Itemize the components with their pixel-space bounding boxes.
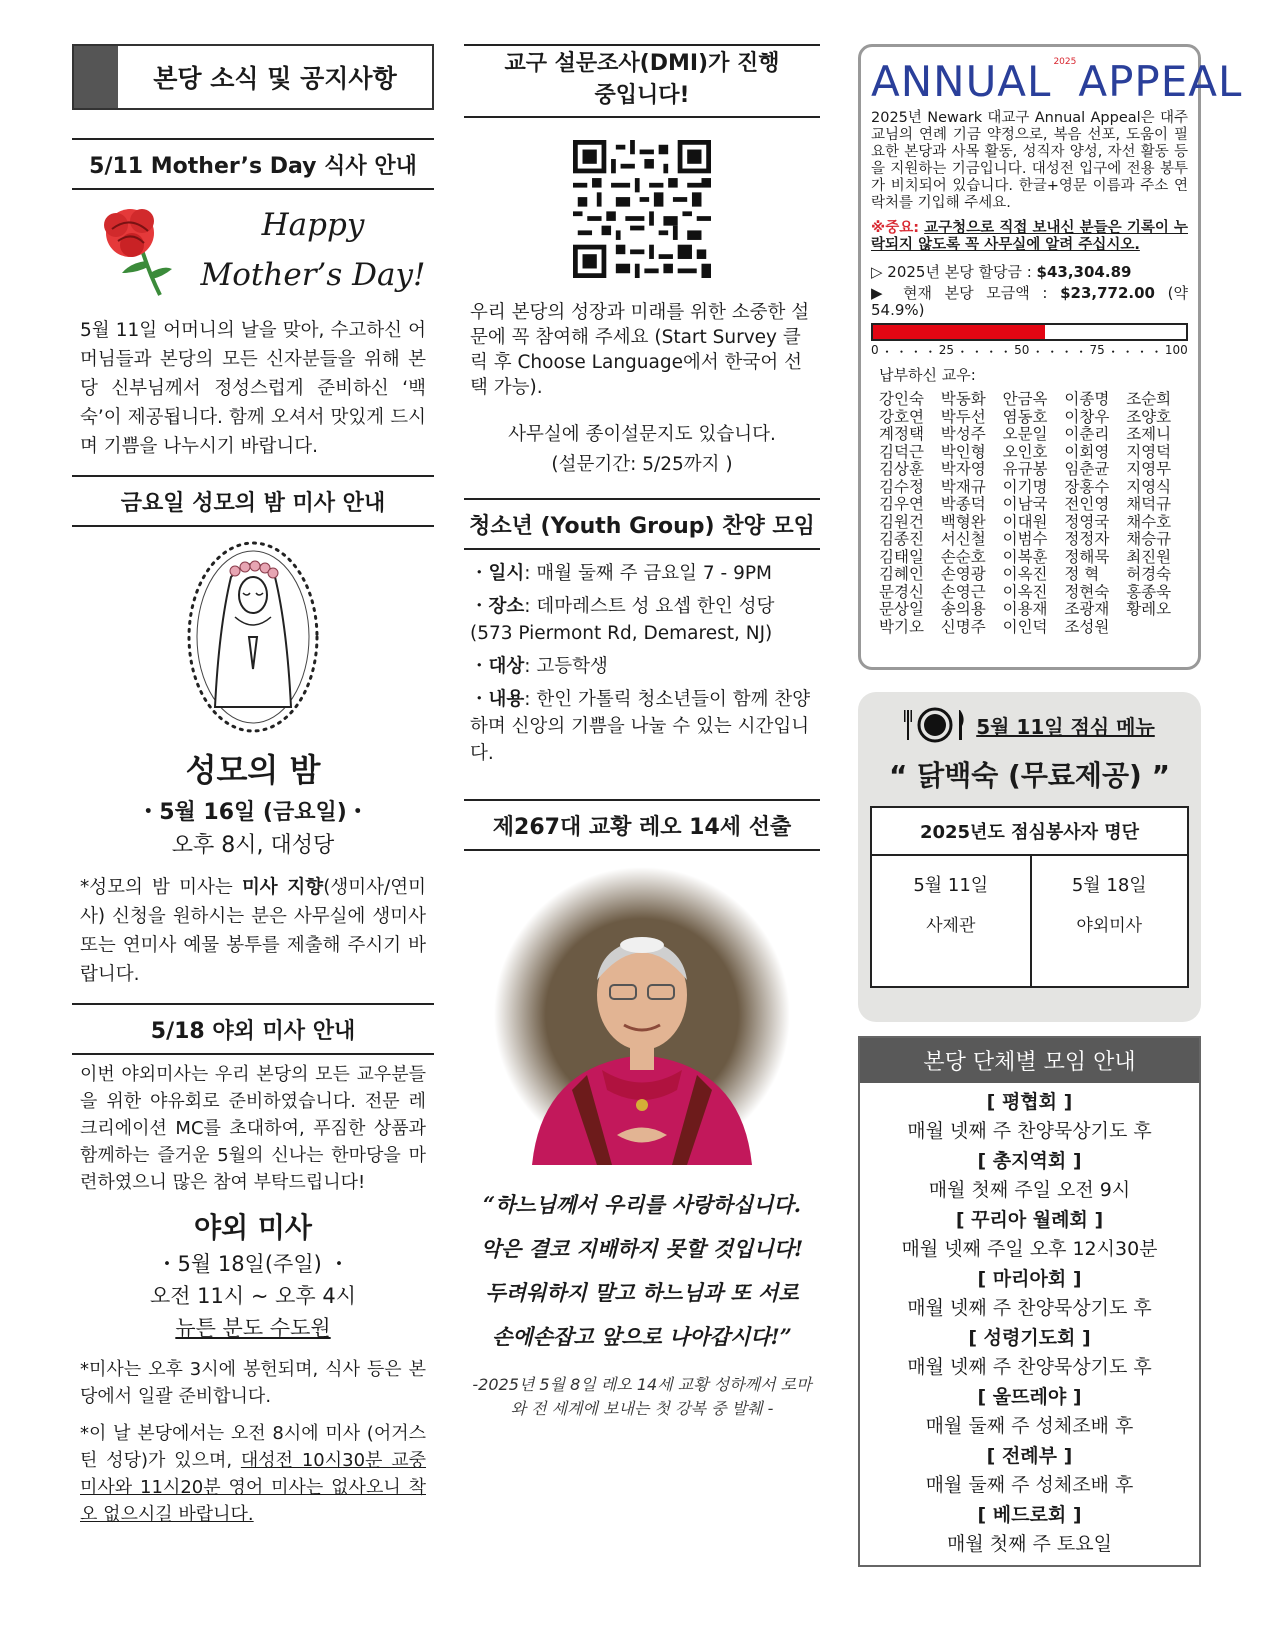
youth-list-item: ・일시: 매월 둘째 주 금요일 7 - 9PM (470, 563, 772, 584)
donor-name: 김수정 (879, 477, 924, 496)
donor-name: 이기명 (1002, 477, 1048, 496)
youth-item-label: 일시 (488, 563, 525, 584)
donor-name: 박인형 (940, 442, 986, 461)
quota-value: $43,304.89 (1036, 263, 1132, 281)
survey-body: 우리 본당의 성장과 미래를 위한 소중한 설문에 꼭 참여해 주세요 (Start Survey 클릭 후 Choose Language에서 한국어 선택 가능). (470, 302, 810, 398)
donor-name: 송의용 (940, 600, 986, 618)
marian-night-date: ・5월 16일 (금요일)・ (137, 800, 369, 825)
volunteers-title: 2025년도 점심봉사자 명단 (872, 808, 1187, 856)
note-text: *성모의 밤 미사는 (80, 877, 242, 898)
donor-name: 문경신 (879, 582, 924, 601)
donor-name: 박재규 (940, 477, 986, 496)
logo-appeal: APPEAL (1078, 57, 1243, 106)
donor-name: 이춘리 (1064, 425, 1110, 443)
group-name: [ 전례부 ] (986, 1445, 1073, 1467)
outdoor-mass-time: 오전 11시 ~ 오후 4시 (149, 1284, 357, 1308)
progress-tick: ・ (985, 345, 998, 359)
donor-name: 이남국 (1002, 495, 1048, 513)
group-name: [ 울뜨레야 ] (977, 1386, 1082, 1408)
donor-name: 이용재 (1002, 600, 1048, 618)
marian-night-time: 오후 8시, 대성당 (171, 833, 335, 858)
volunteer-date: 5월 11일 (913, 875, 989, 896)
pope-quote-source: -2025년 5월 8일 레오 14세 교황 성하께서 로마와 전 세계에 보내는 첫 강복 중 발췌 - (472, 1375, 812, 1418)
mothers-day-banner (72, 190, 434, 310)
current-value: $23,772.00 (1060, 284, 1155, 302)
progress-tick: ・ (895, 345, 908, 359)
donor-name: 계정택 (879, 425, 924, 443)
middle-column (464, 44, 820, 1421)
volunteer-col-1 (872, 856, 1030, 986)
group-schedule: 매월 첫째 주일 오전 9시 (928, 1179, 1131, 1201)
progress-tick: ・ (909, 345, 922, 359)
progress-tick: 100 (1164, 343, 1188, 357)
donor-name: 조순희 (1126, 390, 1172, 408)
donor-name: 이옥진 (1002, 565, 1048, 583)
progress-tick: ・ (1136, 345, 1149, 359)
donor-name: 박성주 (940, 425, 986, 443)
outdoor-mass-place: 뉴튼 분도 수도원 (175, 1316, 331, 1340)
progress-tick: ・ (1150, 345, 1163, 359)
donor-name: 채승규 (1126, 530, 1172, 548)
donor-name: 김상훈 (879, 460, 924, 478)
outdoor-mass-body: 이번 야외미사는 우리 본당의 모든 교우분들을 위한 야유회로 준비하였습니다. 전문 레크리에이션 MC를 초대하여, 푸짐한 상품과 함께하는 즐거운 5월의 신나는 한마당을 마련하였으니 많은 참여 부탁드립니다! (80, 1064, 426, 1193)
progress-tick: ・ (1046, 345, 1059, 359)
page-title: 본당 소식 및 공지사항 (153, 64, 397, 93)
progress-tick: ・ (1075, 345, 1088, 359)
progress-tick: 50 (1014, 343, 1030, 357)
volunteer-col-2 (1030, 856, 1188, 986)
donor-name: 황레오 (1126, 600, 1172, 618)
donor-name: 김덕근 (879, 442, 924, 461)
donor-name: 조광재 (1064, 600, 1110, 618)
donor-name: 이옥진 (1002, 582, 1048, 601)
donor-name: 최진원 (1126, 547, 1172, 566)
lunch-heading-row (870, 706, 1189, 744)
right-column (858, 44, 1243, 1567)
note-text-2: (생미사/연미사) 신청을 원하시는 분은 사무실에 생미사 또는 연미사 예물 봉투를 제출해 주시기 바랍니다. (80, 877, 426, 985)
plate-cutlery-icon (904, 706, 966, 744)
pope-heading: 제267대 교황 레오 14세 선출 (464, 799, 820, 851)
appeal-current (871, 285, 1188, 319)
progress-tick: 75 (1089, 343, 1105, 357)
survey-heading: 교구 설문조사(DMI)가 진행 중입니다! (464, 44, 820, 118)
quota-label: ▷ 2025년 본당 할당금 : (871, 263, 1037, 281)
survey-paper: 사무실에 종이설문지도 있습니다. (508, 424, 776, 445)
appeal-body: 2025년 Newark 대교구 Annual Appeal은 대주교님의 연례 기금 약정으로, 복음 선포, 도움이 필요한 본당과 사목 활동, 성직자 양성, 자선 활동 등을 지원하는 기금입니다. 대성전 입구에 전용 봉투가 비치되어 있습니다. 한글+영문 이름과 주소 연락처를 기입해 주세요. (871, 110, 1188, 211)
groups-list (860, 1083, 1199, 1565)
donor-name: 허경숙 (1126, 565, 1172, 583)
progress-tick: ・ (1031, 345, 1044, 359)
volunteers-table (870, 806, 1189, 988)
groups-box (858, 1036, 1201, 1567)
logo-annual: ANNUAL (871, 57, 1052, 106)
note-bold-text: 미사 지향 (241, 877, 324, 898)
donor-name: 김종진 (879, 530, 924, 548)
group-schedule: 매월 둘째 주 성체조배 후 (925, 1415, 1134, 1437)
youth-heading: 청소년 (Youth Group) 찬양 모임 (464, 498, 820, 550)
marian-night-title: 성모의 밤 (185, 751, 321, 789)
donors-label: 납부하신 교우: (879, 366, 976, 384)
pope-portrait-icon (492, 865, 792, 1165)
donor-name: 지영식 (1126, 477, 1172, 496)
progress-tick: ・ (970, 345, 983, 359)
donor-name: 채덕규 (1126, 495, 1172, 513)
group-name: [ 성령기도회 ] (968, 1327, 1091, 1349)
donor-name: 강인숙 (879, 390, 924, 408)
donor-name: 신명주 (940, 617, 986, 636)
note2-underlined: 대성전 10시30분 교중 미사와 11시20분 영어 미사는 없사오니 착오 없으시길 바랍니다. (80, 1450, 427, 1525)
pope-quote: “하느님께서 우리를 사랑하십니다. 악은 결코 지배하지 못할 것입니다! 두려워하지 말고 하느님과 또 서로 손에손잡고 앞으로 나아갑시다!” (480, 1192, 804, 1349)
carnation-icon (72, 195, 192, 305)
donor-name: 손영광 (940, 565, 986, 583)
donor-name (1126, 619, 1188, 637)
youth-list (464, 560, 820, 767)
youth-list-item: ・내용: 한인 가톨릭 청소년들이 함께 찬양하며 신앙의 기쁨을 나눌 수 있는 시간입니다. (470, 689, 811, 764)
appeal-important (871, 220, 1188, 254)
progress-tick: ・ (1121, 345, 1134, 359)
progress-tick: 25 (938, 343, 955, 357)
volunteer-name: 사제관 (926, 916, 976, 936)
current-label: ▶ 현재 본당 모금액 : (871, 284, 1061, 302)
pope-portrait (464, 865, 820, 1169)
donor-name: 박기오 (879, 617, 924, 636)
outdoor-mass-date: ・5월 18일(주일) ・ (156, 1252, 350, 1276)
donor-name: 정 혁 (1064, 565, 1100, 583)
donor-name: 정현숙 (1064, 582, 1110, 601)
donor-name: 김태일 (879, 547, 924, 566)
important-label: ※중요: (871, 220, 925, 236)
donor-name: 손순호 (940, 547, 986, 566)
current-pct: (약 54.9%) (871, 284, 1188, 319)
section-title-box (72, 44, 434, 110)
progress-tick: ・ (881, 345, 894, 359)
survey-period: (설문기간: 5/25까지 ) (551, 454, 733, 475)
group-name: [ 총지역회 ] (977, 1150, 1082, 1172)
donor-name: 김원건 (879, 512, 924, 531)
group-name: [ 마리아회 ] (977, 1268, 1082, 1290)
youth-item-label: 내용 (488, 689, 525, 710)
happy-text: Happy (261, 207, 365, 243)
outdoor-mass-title: 야외 미사 (194, 1211, 312, 1244)
virgin-mary-icon (183, 537, 323, 737)
outdoor-mass-note1: *미사는 오후 3시에 봉헌되며, 식사 등은 본당에서 일괄 준비합니다. (80, 1359, 426, 1407)
donor-name: 안금옥 (1002, 390, 1048, 408)
youth-item-label: 장소 (488, 596, 525, 617)
progress-tick: ・ (1107, 345, 1120, 359)
donor-name: 김혜인 (879, 565, 924, 583)
lunch-heading: 5월 11일 점심 메뉴 (976, 714, 1155, 739)
donor-name: 지영덕 (1126, 442, 1172, 461)
donor-name: 이인덕 (1002, 617, 1048, 636)
group-name: [ 평협회 ] (986, 1091, 1073, 1113)
group-schedule: 매월 넷째 주 찬양묵상기도 후 (907, 1297, 1152, 1319)
donor-name: 강호연 (879, 407, 924, 426)
group-schedule: 매월 넷째 주 찬양묵상기도 후 (907, 1356, 1152, 1378)
donor-name: 이회영 (1064, 442, 1110, 461)
donor-name: 박두선 (940, 407, 986, 426)
youth-item-text: : 데마레스트 성 요셉 한인 성당 (573 Piermont Rd, Demarest, NJ) (470, 596, 775, 644)
donor-name: 이복훈 (1002, 547, 1048, 566)
donor-list (871, 391, 1188, 636)
mothers-day-body: 5월 11일 어머니의 날을 맞아, 수고하신 어머님들과 본당의 모든 신자분들을 위해 본당 신부님께서 정성스럽게 준비하신 ‘백숙’이 제공됩니다. 함께 오셔서 맛있게 드시며 기쁨을 나누시기 바랍니다. (80, 320, 426, 457)
youth-item-label: 대상 (488, 656, 525, 677)
qr-code-icon (573, 140, 711, 278)
appeal-progress-bar (871, 323, 1188, 341)
lunch-dish: “ 닭백숙 (무료제공) ” (889, 759, 1170, 792)
progress-tick: ・ (1060, 345, 1073, 359)
youth-item-text: : 매월 둘째 주 금요일 7 - 9PM (524, 563, 772, 584)
youth-list-item: ・장소: 데마레스트 성 요셉 한인 성당 (573 Piermont Rd, Demarest, NJ) (470, 596, 775, 644)
qr-code[interactable] (464, 140, 820, 282)
progress-tick: ・ (956, 345, 969, 359)
donor-name: 박동화 (940, 390, 986, 408)
important-text: 교구청으로 직접 보내신 분들은 기록이 누락되지 않도록 꼭 사무실에 알려 주십시오. (871, 220, 1188, 253)
donor-name: 이종명 (1064, 390, 1110, 408)
outdoor-mass-heading: 5/18 야외 미사 안내 (72, 1003, 434, 1055)
donor-name: 정해묵 (1064, 547, 1110, 566)
progress-tick: 0 (871, 343, 879, 357)
progress-tick: ・ (924, 345, 937, 359)
donor-name: 전인영 (1064, 495, 1110, 513)
appeal-quota (871, 264, 1188, 281)
note2-text: *이 날 본당에서는 오전 8시에 미사 (어거스틴 성당)가 있으며, (80, 1423, 426, 1471)
donor-name: 서신철 (940, 530, 986, 548)
donor-name: 유규봉 (1002, 460, 1048, 478)
donor-name: 장홍수 (1064, 477, 1110, 496)
donor-name: 조성원 (1064, 617, 1110, 636)
donor-name: 지영무 (1126, 460, 1172, 478)
progress-tick: ・ (999, 345, 1012, 359)
outdoor-mass-note2 (72, 1420, 434, 1528)
volunteer-name: 야외미사 (1076, 916, 1143, 936)
marian-night-heading: 금요일 성모의 밤 미사 안내 (72, 475, 434, 527)
donor-name: 정정자 (1064, 530, 1110, 548)
group-name: [ 베드로회 ] (977, 1504, 1082, 1526)
donor-name: 오문일 (1002, 425, 1048, 443)
youth-item-text: : 한인 가톨릭 청소년들이 함께 찬양하며 신앙의 기쁨을 나눌 수 있는 시간입니다. (470, 689, 811, 764)
donor-name: 김우연 (879, 495, 924, 513)
volunteer-date: 5월 18일 (1071, 875, 1147, 896)
donor-name: 정영국 (1064, 512, 1110, 531)
annual-appeal-box (858, 44, 1243, 670)
donor-name: 이대원 (1002, 512, 1048, 531)
mothers-day-heading: 5/11 Mother’s Day 식사 안내 (72, 138, 434, 190)
mary-illustration (72, 537, 434, 741)
group-schedule: 매월 둘째 주 성체조배 후 (925, 1474, 1134, 1496)
groups-heading: 본당 단체별 모임 안내 (860, 1038, 1199, 1083)
donor-name: 염동호 (1002, 407, 1048, 426)
title-accent-bar (74, 46, 118, 108)
donor-name: 채수호 (1126, 512, 1172, 531)
group-name: [ 꾸리아 월례회 ] (955, 1209, 1104, 1231)
donor-name: 박종덕 (940, 495, 986, 513)
annual-appeal-logo (871, 57, 1243, 106)
lunch-menu-box (858, 692, 1201, 1022)
group-schedule: 매월 넷째 주일 오후 12시30분 (901, 1238, 1158, 1260)
youth-item-text: : 고등학생 (524, 656, 608, 677)
donor-name: 조양호 (1126, 407, 1172, 426)
donor-name: 조제니 (1126, 425, 1172, 443)
progress-ticks (871, 343, 1188, 360)
group-schedule: 매월 넷째 주 찬양묵상기도 후 (907, 1120, 1152, 1142)
donor-name: 박자영 (940, 460, 986, 478)
donor-name: 문상일 (879, 600, 924, 618)
mothers-day-text: Mother’s Day! (200, 257, 426, 293)
donor-name: 이창우 (1064, 407, 1110, 426)
left-column (72, 44, 434, 1528)
marian-night-note (72, 873, 434, 989)
appeal-progress-fill (873, 325, 1045, 339)
youth-list-item: ・대상: 고등학생 (470, 656, 608, 677)
donor-name: 백형완 (940, 512, 986, 531)
donor-name: 홍종욱 (1126, 582, 1172, 601)
group-schedule: 매월 첫째 주 토요일 (947, 1533, 1112, 1555)
logo-year: 2025 (1053, 57, 1077, 67)
donor-name: 오인호 (1002, 442, 1048, 461)
donor-name: 손영근 (940, 582, 986, 601)
donor-name: 임춘균 (1064, 460, 1110, 478)
donor-name: 이범수 (1002, 530, 1048, 548)
